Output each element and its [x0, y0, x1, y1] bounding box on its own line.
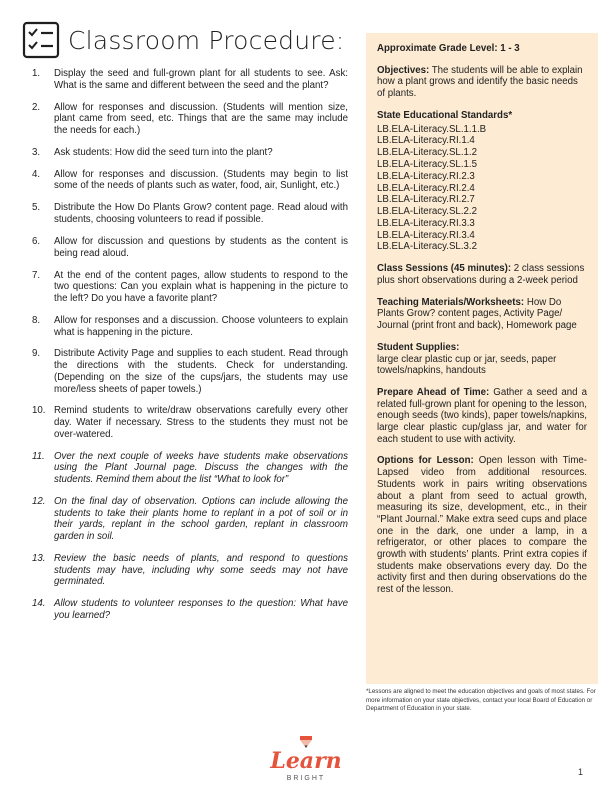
standard-item: LB.ELA-Literacy.RI.3.3 [377, 217, 475, 229]
step-number: 6. [32, 235, 41, 247]
step-number: 12. [32, 496, 46, 508]
class-sessions: Class Sessions (45 minutes): 2 class sessions plus short observations during a 2-week period [377, 263, 585, 286]
procedure-step [32, 102, 348, 137]
standard-item: LB.ELA-Literacy.SL.2.2 [377, 206, 477, 218]
standard-item: LB.ELA-Literacy.SL.1.2 [377, 147, 477, 159]
grade-level: Approximate Grade Level: 1 - 3 [377, 43, 520, 54]
step-text: Allow for responses and a discussion. Choose volunteers to explain what is happening in the picture. [54, 314, 348, 338]
standard-item: LB.ELA-Literacy.RI.2.7 [377, 194, 475, 206]
step-text: Over the next couple of weeks have students make observations using the Plant Journal page. Discuss the changes with the students. Remind them about the list “What to look for” [54, 450, 348, 486]
standard-item: LB.ELA-Literacy.RI.1.4 [377, 135, 475, 147]
page-title: Classroom Procedure: [68, 25, 345, 55]
step-text: Display the seed and full-grown plant for all students to see. Ask: What is the same and different between the seed and the plant? [54, 68, 348, 91]
procedure-step [32, 496, 348, 543]
standard-item: LB.ELA-Literacy.SL.1.5 [377, 158, 477, 170]
step-text: Allow for responses and discussion. (Students will mention size, plant came from seed, etc. Things that are the same may include the needs for each.) [54, 101, 348, 136]
procedure-step [32, 405, 348, 440]
step-number: 14. [32, 598, 46, 610]
step-text: Distribute the How Do Plants Grow? content page. Read aloud with students, choosing volunteers to read if possible. [54, 202, 348, 226]
procedure-step [32, 315, 348, 338]
step-number: 3. [32, 146, 41, 158]
procedure-step [32, 169, 348, 192]
step-text: Ask students: How did the seed turn into the plant? [54, 146, 273, 158]
learn-bright-logo [256, 730, 356, 784]
objectives: Objectives: The students will be able to explain how a plant grows and identify the basic needs of plants. [377, 64, 583, 100]
procedure-step [32, 236, 348, 259]
step-text: Remind students to write/draw observations carefully every other day. Water if necessary. Stress to the students they must not be over-watered. [54, 405, 348, 440]
standards-footnote: *Lessons are aligned to meet the education objectives and goals of most states. For more information on your state objectives, contact your local Board of Education or Department of Education in your state. [366, 688, 596, 713]
lesson-options: Options for Lesson: Open lesson with Time-Lapsed video from additional resources. Students work in pairs writing observations about a plant from seed to actual growth, measuring its size, development, etc., in their “Plant Journal.” Make extra seed cups and place one in the dark, one under a lamp, in a refrigerator, or other places to compare the growth with students’ plants. Print extra copies if students make observations every day. Do the activity first and then during observations do the rest of the lesson. [377, 455, 587, 596]
student-supplies: Student Supplies: large clear plastic cup or jar, seeds, paper towels/napkins, handouts [377, 341, 557, 377]
step-number: 7. [32, 269, 41, 281]
teaching-materials: Teaching Materials/Worksheets: How Do Plants Grow? content pages, Activity Page/ Journal (print front and back), Homework page [377, 296, 577, 332]
standard-item: LB.ELA-Literacy.RI.3.4 [377, 229, 475, 241]
logo-sub: BRIGHT [286, 775, 326, 782]
procedure-list [32, 68, 348, 632]
page-number: 1 [578, 767, 584, 777]
prepare-ahead: Prepare Ahead of Time: Gather a seed and a related full-grown plant for opening to the lesson, enough seeds (two kinds), paper towels/napkins, large clear plastic cup/glass jar, and water for each student to use with activity. [377, 386, 587, 445]
procedure-step [32, 598, 348, 621]
standard-item: LB.ELA-Literacy.SL.1.1.B [377, 123, 487, 135]
logo-word: Learn [270, 748, 342, 774]
page-header [22, 18, 344, 62]
standards-heading: State Educational Standards* [377, 109, 513, 121]
procedure-step [32, 68, 348, 91]
procedure-step [32, 451, 348, 486]
procedure-step [32, 348, 348, 395]
step-number: 9. [32, 348, 41, 360]
step-number: 11. [32, 450, 45, 462]
step-text: On the final day of observation. Options can include allowing the students to take their plants home to replant in a pot of soil or in their yards, replant in the school garden, replant in classroom garden in soil. [54, 496, 348, 543]
step-number: 5. [32, 202, 41, 214]
standard-item: LB.ELA-Literacy.RI.2.4 [377, 182, 475, 194]
step-number: 2. [32, 101, 41, 113]
procedure-step [32, 147, 348, 159]
step-text: Distribute Activity Page and supplies to each student. Read through the directions with the students. Check for understanding. (Depending on the size of the cups/jars, the students may use more/less sheets of paper towels.) [54, 348, 348, 395]
step-text: Allow for responses and discussion. (Students may begin to list some of the needs of plants such as water, food, air, Sunlight, etc.) [54, 168, 348, 192]
procedure-step [32, 270, 348, 305]
checklist-icon [22, 21, 60, 59]
pencil-icon [300, 736, 312, 748]
step-number: 13. [32, 553, 46, 565]
standards-list [377, 124, 587, 254]
step-number: 1. [32, 68, 41, 79]
step-text: Allow for discussion and questions by students as the content is being read aloud. [54, 235, 348, 259]
procedure-step [32, 202, 348, 225]
step-number: 10. [32, 405, 46, 417]
step-text: Allow students to volunteer responses to the question: What have you learned? [54, 598, 348, 622]
standard-item: LB.ELA-Literacy.RI.2.3 [377, 170, 475, 182]
procedure-step [32, 553, 348, 588]
step-number: 8. [32, 314, 41, 326]
step-text: At the end of the content pages, allow students to respond to the two questions: Can you explain what is happening in the picture to the left? Do you have a favorite plant? [54, 269, 348, 304]
step-text: Review the basic needs of plants, and respond to questions students may have, including why some seeds may not have germinated. [54, 553, 348, 588]
step-number: 4. [32, 168, 41, 180]
lesson-info-sidebar [366, 33, 598, 684]
standard-item: LB.ELA-Literacy.SL.3.2 [377, 241, 477, 253]
